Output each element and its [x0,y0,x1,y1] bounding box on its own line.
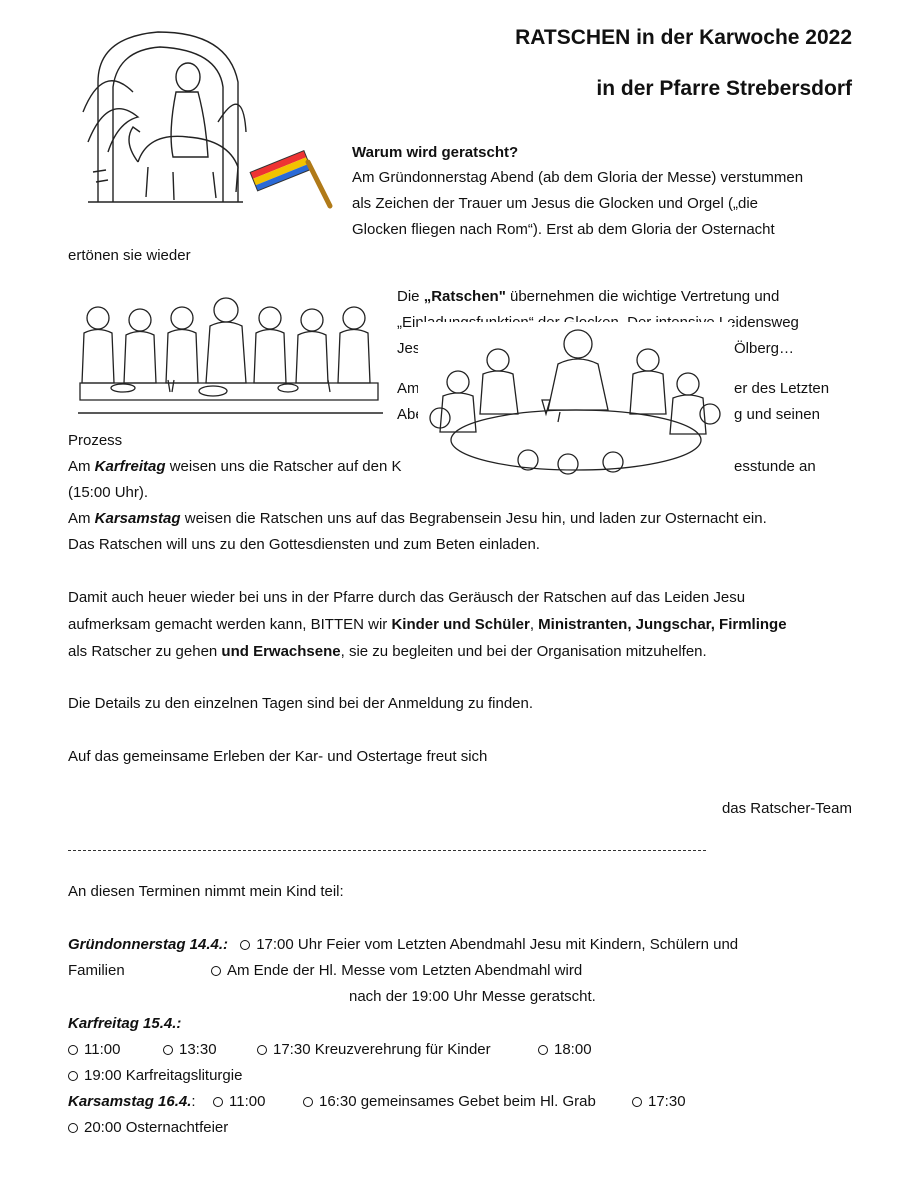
karfreitag-option-5[interactable]: 19:00 Karfreitagsliturgie [68,1063,242,1089]
karfreitag-option-4[interactable]: 18:00 [538,1037,592,1063]
ratschen-line-4-left: Am [397,380,420,397]
ratschen-line-10: Das Ratschen will uns zu den Gottesdiensten und zum Beten einladen. [68,536,540,553]
gruendonnerstag-option-2[interactable]: Am Ende der Hl. Messe vom Letzten Abendmahl wird [211,958,582,984]
radio-circle-icon[interactable] [538,1045,548,1055]
ratschen-line-6: Prozess [68,432,123,449]
intro-line-2: als Zeichen der Trauer um Jesus die Glocken und Orgel („die [352,195,759,212]
ratschen-line-4-right: er des Letzten [734,380,830,397]
karsamstag-option-3[interactable]: 17:30 [632,1089,686,1115]
ratschen-line-9: Am Karsamstag weisen die Ratschen uns auf das Begrabensein Jesu hin, und laden zur Osternacht ein. [68,510,767,527]
ratschen-line-8: (15:00 Uhr). [68,484,149,501]
page-subtitle: in der Pfarre Strebersdorf [596,77,852,100]
form-intro: An diesen Terminen nimmt mein Kind teil: [68,883,344,900]
ratschen-line-7: Am Karfreitag weisen uns die Ratscher auf den K [68,458,402,475]
karfreitag-option-1[interactable]: 11:00 [68,1037,120,1063]
karsamstag-option-4[interactable]: 20:00 Osternachtfeier [68,1115,228,1141]
intro-line-1: Am Gründonnerstag Abend (ab dem Gloria der Messe) verstummen [352,169,804,186]
radio-circle-icon[interactable] [303,1097,313,1107]
ratschen-line-2: „Einladungsfunktion“ der Glocken. Der intensive Leidensweg [397,314,799,331]
karfreitag-option-3[interactable]: 17:30 Kreuzverehrung für Kinder [257,1037,491,1063]
karsamstag-row: Karsamstag 16.4.: [68,1093,196,1110]
ratschen-line-7-right: esstunde an [734,458,816,475]
karsamstag-option-2[interactable]: 16:30 gemeinsames Gebet beim Hl. Grab [303,1089,596,1115]
ratschen-line-5-right: g und seinen [734,406,820,423]
round-table-illustration [418,322,732,482]
appeal-line-2: aufmerksam gemacht werden kann, BITTEN wir Kinder und Schüler, Ministranten, Jungschar, Firmlinge [68,616,787,633]
karsamstag-option-1[interactable]: 11:00 [213,1089,265,1115]
radio-circle-icon[interactable] [240,940,250,950]
intro-continuation: ertönen sie wieder [68,247,191,264]
gruendonnerstag-option-1[interactable]: 17:00 Uhr Feier vom Letzten Abendmahl Jesu mit Kindern, Schülern und [240,936,738,953]
radio-circle-icon[interactable] [632,1097,642,1107]
signature: das Ratscher-Team [721,800,852,817]
karsamstag-label: Karsamstag 16.4. [68,1093,192,1110]
gruendonnerstag-option-2-cont: nach der 19:00 Uhr Messe geratscht. [349,988,596,1005]
ratschen-line-3-right: Ölberg… [734,340,795,357]
palm-sunday-illustration [78,22,248,207]
radio-circle-icon[interactable] [163,1045,173,1055]
appeal-line-1: Damit auch heuer wieder bei uns in der Pfarre durch das Geräusch der Ratschen auf das Leiden Jesu [68,589,746,606]
radio-circle-icon[interactable] [211,966,221,976]
page-title: RATSCHEN in der Karwoche 2022 [515,26,852,49]
ratsche-icon [248,140,338,212]
radio-circle-icon[interactable] [68,1045,78,1055]
radio-circle-icon[interactable] [213,1097,223,1107]
karfreitag-label: Karfreitag 15.4.: [68,1015,182,1032]
last-supper-illustration [78,288,383,416]
radio-circle-icon[interactable] [68,1071,78,1081]
ratschen-line-1: Die „Ratschen" übernehmen die wichtige Vertretung und [397,288,780,305]
karfreitag-option-2[interactable]: 13:30 [163,1037,217,1063]
details-text: Die Details zu den einzelnen Tagen sind bei der Anmeldung zu finden. [68,695,534,712]
gruendonnerstag-label: Gründonnerstag 14.4.: [68,936,229,953]
gruendonnerstag-row [68,932,738,958]
ratschen-line-3-left: Jes [397,340,421,357]
intro-line-3: Glocken fliegen nach Rom“). Erst ab dem Gloria der Osternacht [352,221,775,238]
ratschen-line-5-left: Abe [397,406,424,423]
cut-line [68,850,706,851]
intro-question: Warum wird geratscht? [352,144,519,161]
gruendonnerstag-cont: Familien [68,962,125,979]
radio-circle-icon[interactable] [257,1045,267,1055]
radio-circle-icon[interactable] [68,1123,78,1133]
closing-text: Auf das gemeinsame Erleben der Kar- und Ostertage freut sich [68,748,488,765]
appeal-line-3: als Ratscher zu gehen und Erwachsene, sie zu begleiten und bei der Organisation mitzuhelfen. [68,643,707,660]
